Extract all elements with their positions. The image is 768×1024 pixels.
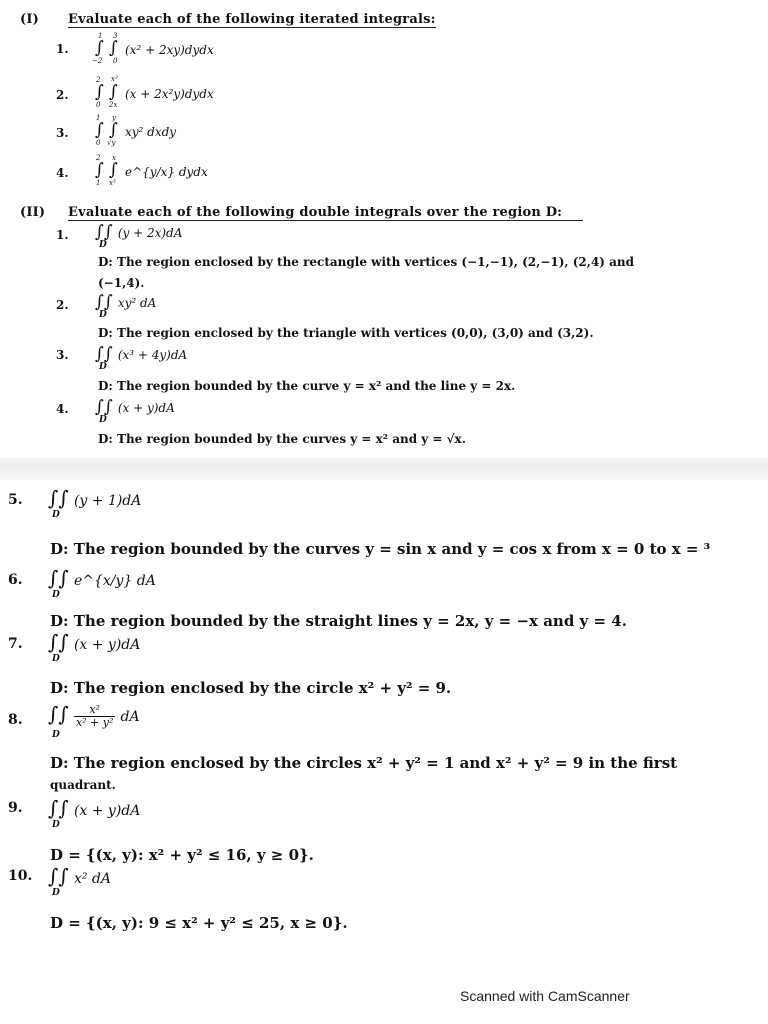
item-7 (48, 630, 141, 664)
part2-item-4 (95, 397, 175, 425)
item-number: 8. (8, 712, 23, 728)
outer-upper-limit: 1 (98, 32, 103, 40)
item-number: 7. (8, 636, 23, 652)
region-subscript: D (99, 310, 107, 320)
outer-lower-limit: 0 (96, 139, 101, 147)
double-integral-sign: ∫∫ (48, 796, 69, 820)
part2-item-number: 2. (56, 298, 69, 312)
part1-item-number: 1. (56, 42, 69, 56)
inner-upper-limit: x² (111, 75, 118, 83)
inner-lower-limit: √y (107, 139, 116, 147)
region-subscript: D (99, 240, 107, 250)
inner-lower-limit: 0 (113, 57, 118, 65)
outer-upper-limit: 1 (96, 114, 101, 122)
part1-item-number: 2. (56, 88, 69, 102)
item-10 (48, 864, 111, 898)
part1-item-3 (95, 114, 355, 150)
inner-lower-limit: 2x (109, 101, 118, 109)
region-subscript: D (52, 888, 60, 898)
item-6 (48, 566, 156, 600)
region-description: D: The region enclosed by the triangle with vertices (0,0), (3,0) and (3,2). (98, 326, 594, 340)
item-number: 10. (8, 868, 33, 884)
integral-sign: ∫ (109, 38, 118, 58)
part2-item-number: 4. (56, 402, 69, 416)
part1-item-number: 4. (56, 166, 69, 180)
integrand-tail: dA (120, 709, 140, 726)
outer-upper-limit: 2 (96, 154, 101, 162)
double-integral-sign: ∫∫ (95, 397, 113, 417)
integrand: (x³ + 4y)dA (117, 348, 188, 362)
part2-header-number: (II) (20, 205, 46, 220)
integrand: (x² + 2xy)dydx (125, 43, 214, 57)
inner-lower-limit: x³ (109, 179, 116, 187)
region-description-continued: quadrant. (50, 778, 116, 792)
region-description: D: The region bounded by the curve y = x² and the line y = 2x. (98, 379, 516, 393)
region-subscript: D (52, 510, 60, 520)
double-integral-sign: ∫∫ (48, 702, 69, 727)
item-5 (48, 486, 142, 520)
region-description: D: The region enclosed by the circle x² + y² = 9. (50, 679, 452, 697)
integral-sign: ∫ (109, 120, 118, 140)
region-description: D: The region bounded by the curves y = x² and y = √x. (98, 432, 466, 446)
part2-header-title: Evaluate each of the following double integrals over the region D: (68, 205, 583, 221)
part1-item-1 (92, 32, 355, 66)
region-description-continued: (−1,4). (98, 276, 145, 290)
part2-item-3 (95, 344, 188, 372)
integral-sign: ∫ (109, 160, 118, 180)
outer-lower-limit: 0 (96, 101, 101, 109)
inner-upper-limit: y (112, 114, 116, 122)
integrand: (x + y)dA (73, 637, 141, 653)
region-description: D: The region enclosed by the circles x² + y² = 1 and x² + y² = 9 in the first (50, 754, 678, 772)
integrand: (x + 2x²y)dydx (125, 87, 214, 101)
integrand: xy² dA (117, 296, 157, 310)
integral-sign: ∫ (95, 120, 104, 140)
region-description: D: The region enclosed by the rectangle with vertices (−1,−1), (2,−1), (2,4) and (98, 255, 635, 269)
region-description: D: The region bounded by the curves y = sin x and y = cos x from x = 0 to x = ³ (50, 540, 711, 558)
fraction (74, 704, 115, 729)
double-integral-sign: ∫∫ (48, 566, 69, 590)
region-subscript: D (52, 654, 60, 664)
integral-sign: ∫ (95, 82, 104, 102)
integrand: xy² dxdy (125, 125, 177, 139)
part1-item-number: 3. (56, 126, 69, 140)
part2-item-1 (95, 222, 183, 250)
part1-item-4 (95, 154, 355, 190)
region-subscript: D (99, 415, 107, 425)
integrand: x² dA (73, 871, 111, 887)
integral-sign: ∫ (109, 82, 118, 102)
part2-item-number: 3. (56, 348, 69, 362)
inner-upper-limit: x (112, 154, 116, 162)
integrand: e^{y/x} dydx (125, 165, 208, 179)
outer-lower-limit: −2 (92, 57, 103, 65)
integrand: e^{x/y} dA (73, 573, 156, 589)
outer-lower-limit: 1 (96, 179, 101, 187)
page-seam (0, 458, 768, 480)
region-set-definition: D = {(x, y): 9 ≤ x² + y² ≤ 25, x ≥ 0}. (50, 914, 348, 932)
scanner-watermark: Scanned with CamScanner (460, 988, 630, 1004)
integral-sign: ∫ (95, 160, 104, 180)
item-9 (48, 796, 141, 830)
outer-upper-limit: 2 (96, 76, 101, 84)
region-description: D: The region bounded by the straight lines y = 2x, y = −x and y = 4. (50, 612, 627, 630)
part1-item-2 (95, 75, 355, 110)
double-integral-sign: ∫∫ (95, 292, 113, 312)
part1-header-number: (I) (20, 12, 39, 27)
double-integral-sign: ∫∫ (48, 630, 69, 654)
integrand: (y + 2x)dA (117, 226, 183, 240)
integrand: (x + y)dA (73, 803, 141, 819)
item-number: 5. (8, 492, 23, 508)
item-number: 9. (8, 800, 23, 816)
double-integral-sign: ∫∫ (48, 864, 69, 888)
fraction-numerator: x² (74, 704, 115, 717)
region-subscript: D (99, 362, 107, 372)
part1-header-title: Evaluate each of the following iterated integrals: (68, 12, 436, 27)
fraction-denominator: x² + y² (75, 716, 114, 730)
inner-upper-limit: 3 (113, 32, 118, 40)
part2-item-number: 1. (56, 228, 69, 242)
region-subscript: D (52, 590, 60, 600)
region-set-definition: D = {(x, y): x² + y² ≤ 16, y ≥ 0}. (50, 846, 314, 864)
region-subscript: D (52, 730, 60, 740)
double-integral-sign: ∫∫ (95, 222, 113, 242)
double-integral-sign: ∫∫ (95, 344, 113, 364)
integral-sign: ∫ (95, 38, 104, 58)
item-number: 6. (8, 572, 23, 588)
region-subscript: D (52, 820, 60, 830)
double-integral-sign: ∫∫ (48, 486, 69, 510)
item-8 (48, 702, 140, 740)
integrand: (x + y)dA (117, 401, 175, 415)
integrand: (y + 1)dA (73, 493, 142, 509)
part2-item-2 (95, 292, 157, 320)
